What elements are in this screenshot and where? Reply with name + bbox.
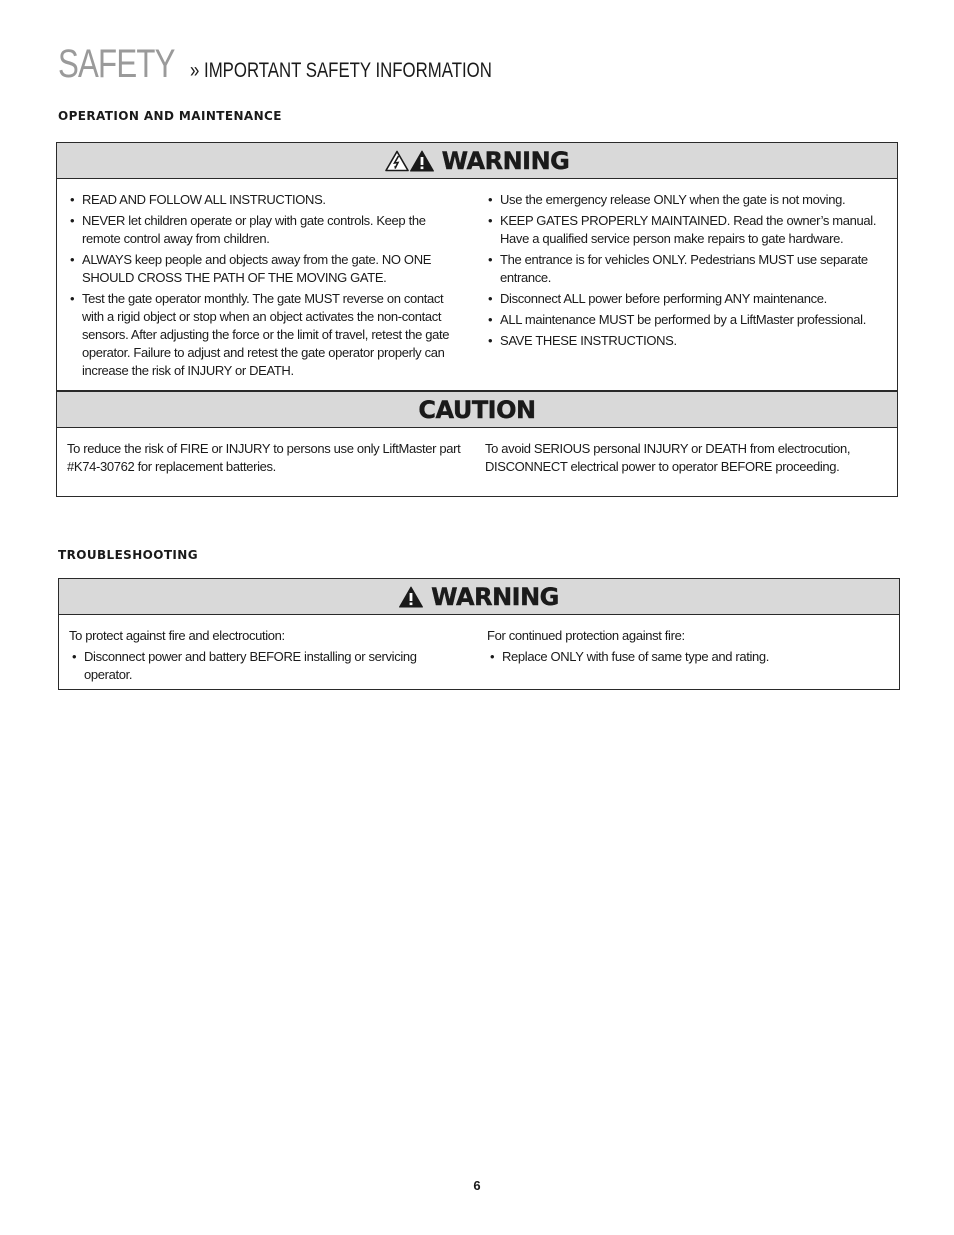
- caution-signal-word: CAUTION: [418, 395, 536, 424]
- list-item: • ALWAYS keep people and objects away from the gate. NO ONE SHOULD CROSS THE PATH OF THE MOVING GATE.: [67, 251, 465, 287]
- troubleshooting-warning-box: [58, 578, 900, 690]
- warning-right-list: [487, 648, 885, 666]
- warning-left-column: [67, 191, 479, 383]
- caution-right-text: To avoid SERIOUS personal INJURY or DEATH from electrocution, DISCONNECT electrical power to operator BEFORE proceeding.: [485, 441, 851, 474]
- warning-left-intro: To protect against fire and electrocution:: [69, 628, 285, 643]
- list-item: • Replace ONLY with fuse of same type and rating.: [487, 648, 885, 666]
- section-label: SAFETY: [58, 42, 175, 86]
- caution-left-column: [67, 440, 479, 476]
- warning-right-column: [481, 627, 889, 687]
- warning-triangle-icon: [399, 586, 423, 608]
- page-title-text: IMPORTANT SAFETY INFORMATION: [204, 59, 492, 82]
- caution-left-text: To reduce the risk of FIRE or INJURY to persons use only LiftMaster part #K74-30762 for replacement batteries.: [67, 441, 461, 474]
- list-item: • Disconnect power and battery BEFORE installing or servicing operator.: [69, 648, 467, 684]
- list-item: • READ AND FOLLOW ALL INSTRUCTIONS.: [67, 191, 465, 209]
- list-item: • KEEP GATES PROPERLY MAINTAINED. Read the owner’s manual. Have a qualified service person make repairs to gate hardware.: [485, 212, 883, 248]
- page-title: [190, 59, 492, 83]
- warning-header: [59, 579, 899, 615]
- warning-triangle-icon: [410, 150, 434, 172]
- troubleshooting-heading: TROUBLESHOOTING: [58, 548, 198, 562]
- list-item: • NEVER let children operate or play with gate controls. Keep the remote control away from children.: [67, 212, 465, 248]
- caution-body: [57, 428, 897, 484]
- caution-right-column: [479, 440, 887, 476]
- warning-right-column: [479, 191, 887, 383]
- operation-caution-box: [56, 391, 898, 497]
- operation-maintenance-heading: OPERATION AND MAINTENANCE: [58, 109, 282, 123]
- list-item: • Use the emergency release ONLY when the gate is not moving.: [485, 191, 883, 209]
- warning-signal-word: WARNING: [441, 146, 570, 175]
- warning-right-intro: For continued protection against fire:: [487, 628, 685, 643]
- warning-left-list: [67, 191, 465, 380]
- warning-signal-word: WARNING: [431, 582, 559, 611]
- breadcrumb-separator: »: [190, 59, 200, 82]
- warning-header: [57, 143, 897, 179]
- page-number: 6: [473, 1178, 481, 1193]
- page-heading: [58, 42, 567, 87]
- list-item: • Test the gate operator monthly. The gate MUST reverse on contact with a rigid object or stop when an object activates the non-contact sensors. After adjusting the force or the limit of travel, retest the gate operator. Failure to adjust and retest the gate operator properly can increase the risk of INJURY or DEATH.: [67, 290, 465, 380]
- warning-body: [59, 615, 899, 695]
- list-item: • Disconnect ALL power before performing ANY maintenance.: [485, 290, 883, 308]
- electric-shock-icon: [385, 150, 409, 172]
- caution-header: [57, 392, 897, 428]
- list-item: • SAVE THESE INSTRUCTIONS.: [485, 332, 883, 350]
- list-item: • The entrance is for vehicles ONLY. Pedestrians MUST use separate entrance.: [485, 251, 883, 287]
- warning-left-column: [69, 627, 481, 687]
- operation-warning-box: [56, 142, 898, 391]
- warning-left-list: [69, 648, 467, 684]
- warning-body: [57, 179, 897, 391]
- list-item: • ALL maintenance MUST be performed by a LiftMaster professional.: [485, 311, 883, 329]
- warning-right-list: [485, 191, 883, 350]
